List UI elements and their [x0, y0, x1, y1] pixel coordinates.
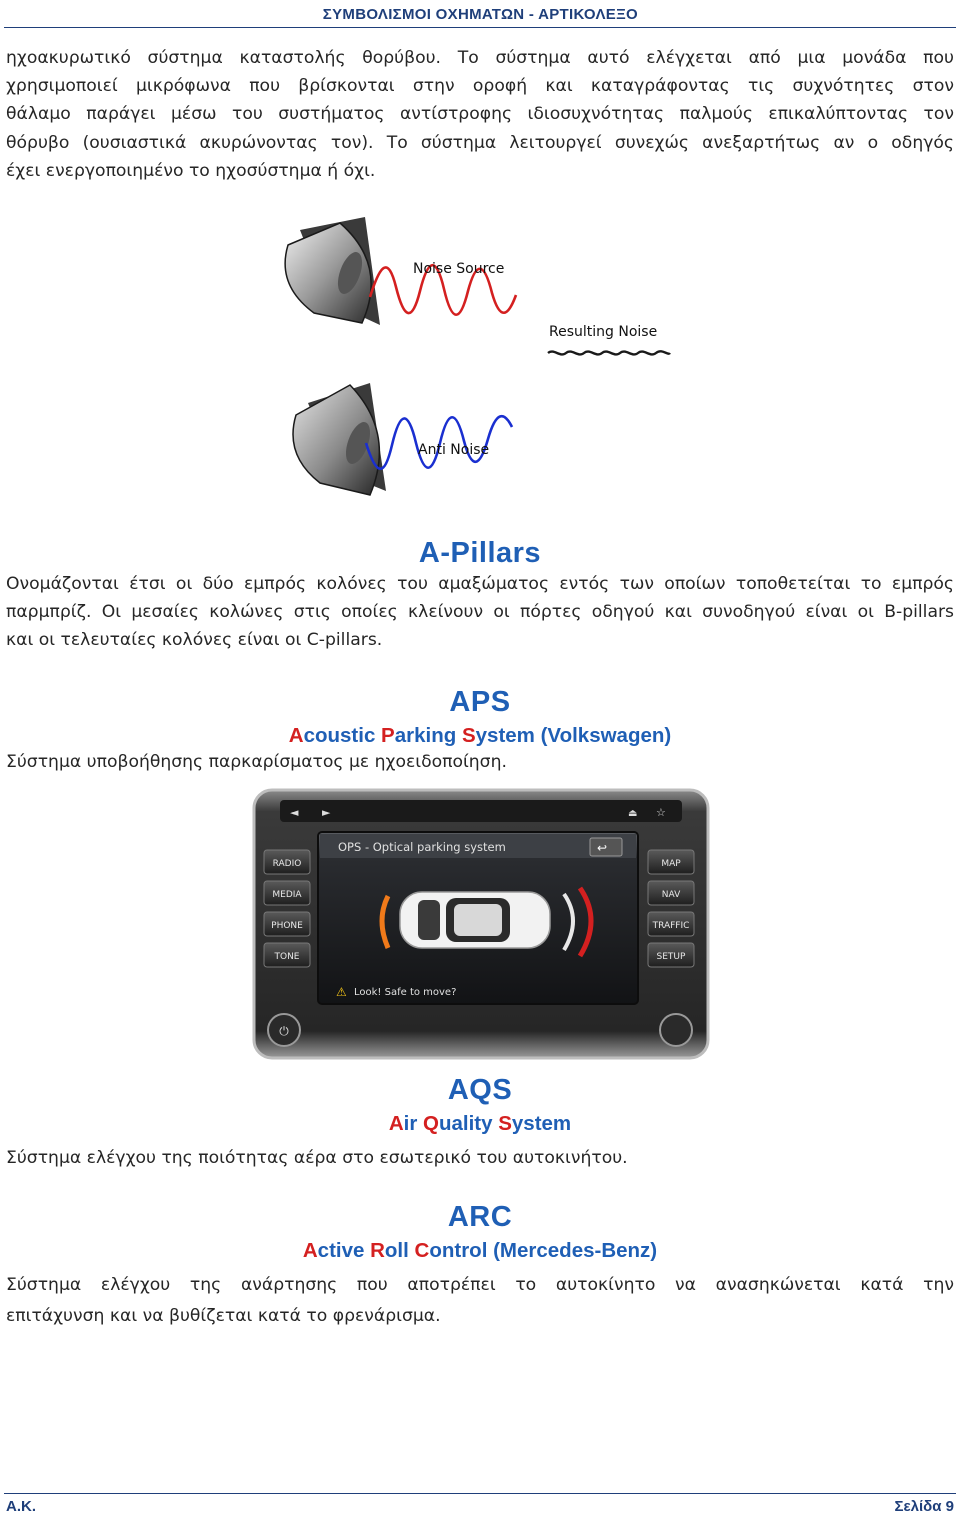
- aqs-sub-word: uality: [438, 1112, 499, 1135]
- aqs-sub-word: ystem: [511, 1112, 572, 1135]
- power-icon: ⏻: [279, 1024, 289, 1038]
- header-rule: [4, 27, 956, 28]
- warning-text: Look! Safe to move?: [354, 987, 457, 998]
- aps-sub-initial: S: [461, 724, 476, 747]
- intro-paragraph: [6, 44, 954, 185]
- a-pillars-line: Ονομάζονται έτσι οι δύο εμπρός κολόνες του αμαξώματος εντός των οποίων τοποθετείται το εμπρός: [6, 574, 954, 594]
- eject-icon[interactable]: ⏏: [628, 808, 638, 819]
- intro-line: θάλαμο παράγει μέσω του συστήματος αντίστροφης ιδιοσυχνότητας παλμούς επικαλύπτοντας τον: [6, 104, 954, 125]
- tuning-knob[interactable]: [660, 1014, 692, 1046]
- header-title: ΣΥΜΒΟΛΙΣΜΟΙ ΟΧΗΜΑΤΩΝ - ΑΡΤΙΚΟΛΕΞΟ: [322, 6, 638, 23]
- screen-title: OPS - Optical parking system: [338, 840, 506, 854]
- car-top-view: [400, 892, 550, 948]
- nav-label: NAV: [661, 890, 681, 900]
- arc-sub-initial: A: [302, 1239, 318, 1262]
- traffic-label: TRAFFIC: [652, 921, 690, 931]
- page-header: [0, 2, 960, 28]
- aps-sub-word: coustic: [303, 724, 382, 747]
- parking-system-head-unit: [250, 788, 712, 1060]
- anti-noise-label: Anti Noise: [418, 442, 490, 458]
- speaker-icon: [285, 217, 380, 325]
- a-pillars-paragraph: [6, 570, 954, 655]
- intro-line: χρησιμοποιεί μικρόφωνα που βρίσκονται στην οροφή και καταγράφοντας τις συχνότητες στον: [6, 76, 954, 97]
- setup-label: SETUP: [656, 952, 686, 962]
- author-initials: Α.Κ.: [6, 1498, 36, 1515]
- aqs-sub-initial: Q: [423, 1112, 439, 1135]
- warning-icon: ⚠: [336, 985, 347, 999]
- speaker-icon: [293, 383, 386, 495]
- a-pillars-line: και οι τελευταίες κολόνες είναι οι C-pillars.: [6, 630, 383, 651]
- arc-line: Σύστημα ελέγχου της ανάρτησης που αποτρέπει το αυτοκίνητο να ανασηκώνεται κατά την: [6, 1275, 954, 1295]
- intro-line: θόρυβο (ουσιαστικά ακυρώνοντας τον). Το σύστημα λειτουργεί συνεχώς ανεξαρτήτως αν ο οδηγός: [6, 132, 954, 153]
- aps-paragraph: [6, 748, 954, 776]
- arc-sub-word: ctive: [317, 1239, 371, 1262]
- aps-sub-word: arking: [394, 724, 462, 747]
- aqs-sub-initial: S: [498, 1112, 512, 1135]
- aqs-heading: AQS: [447, 1074, 513, 1106]
- seek-back-icon[interactable]: ◄: [290, 806, 299, 819]
- aqs-sub-initial: A: [388, 1112, 404, 1135]
- noise-source-label: Noise Source: [413, 261, 505, 277]
- aqs-sub-word: ir: [403, 1112, 424, 1135]
- radio-label: RADIO: [272, 859, 302, 869]
- phone-label: PHONE: [271, 921, 303, 931]
- aqs-text: Σύστημα ελέγχου της ποιότητας αέρα στο εσωτερικό του αυτοκινήτου.: [6, 1148, 628, 1168]
- intro-line: ηχοακυρωτικό σύστημα καταστολής θορύβου. Το σύστημα αυτό ελέγχεται από μια μονάδα που: [6, 48, 954, 68]
- a-pillars-line: παρμπρίζ. Οι μεσαίες κολώνες στις οποίες κλείνουν οι πόρτες οδηγού και συνοδηγού είναι οι B-pillars: [6, 602, 954, 623]
- aps-text: Σύστημα υποβοήθησης παρκαρίσματος με ηχοειδοποίηση.: [6, 752, 507, 772]
- tone-label: TONE: [274, 952, 300, 962]
- seek-forward-icon[interactable]: ►: [322, 806, 331, 819]
- a-pillars-heading: A-Pillars: [418, 537, 542, 569]
- arc-sub-initial: C: [414, 1239, 430, 1262]
- arc-sub-word: oll: [384, 1239, 415, 1262]
- star-icon[interactable]: ☆: [656, 806, 666, 819]
- aps-sub-initial: P: [381, 724, 395, 747]
- intro-line: έχει ενεργοποιημένο το ηχοσύστημα ή όχι.: [6, 160, 376, 181]
- noise-cancellation-figure: [270, 205, 690, 505]
- resulting-noise-label: Resulting Noise: [549, 324, 658, 340]
- aqs-subheading: [0, 1112, 960, 1136]
- arc-heading: ARC: [447, 1201, 513, 1233]
- media-label: MEDIA: [272, 890, 302, 900]
- aps-sub-initial: A: [288, 724, 304, 747]
- arc-paragraph: [6, 1270, 954, 1332]
- arc-line: επιτάχυνση και να βυθίζεται κατά το φρενάρισμα.: [6, 1306, 441, 1326]
- aps-sub-word: ystem (Volkswagen): [475, 724, 672, 747]
- arc-sub-initial: R: [370, 1239, 385, 1262]
- arc-subheading: [0, 1239, 960, 1263]
- aqs-paragraph: [6, 1144, 954, 1172]
- resulting-noise-wave: [548, 351, 670, 354]
- arc-sub-word: ontrol (Mercedes-Benz): [429, 1239, 658, 1262]
- page-footer: [0, 1487, 960, 1519]
- aps-subheading: [0, 724, 960, 748]
- back-arrow-icon: ↩: [597, 841, 608, 855]
- aps-heading: APS: [449, 686, 511, 718]
- page-number: Σελίδα 9: [894, 1498, 954, 1515]
- footer-rule: [4, 1493, 956, 1494]
- map-label: MAP: [661, 859, 681, 869]
